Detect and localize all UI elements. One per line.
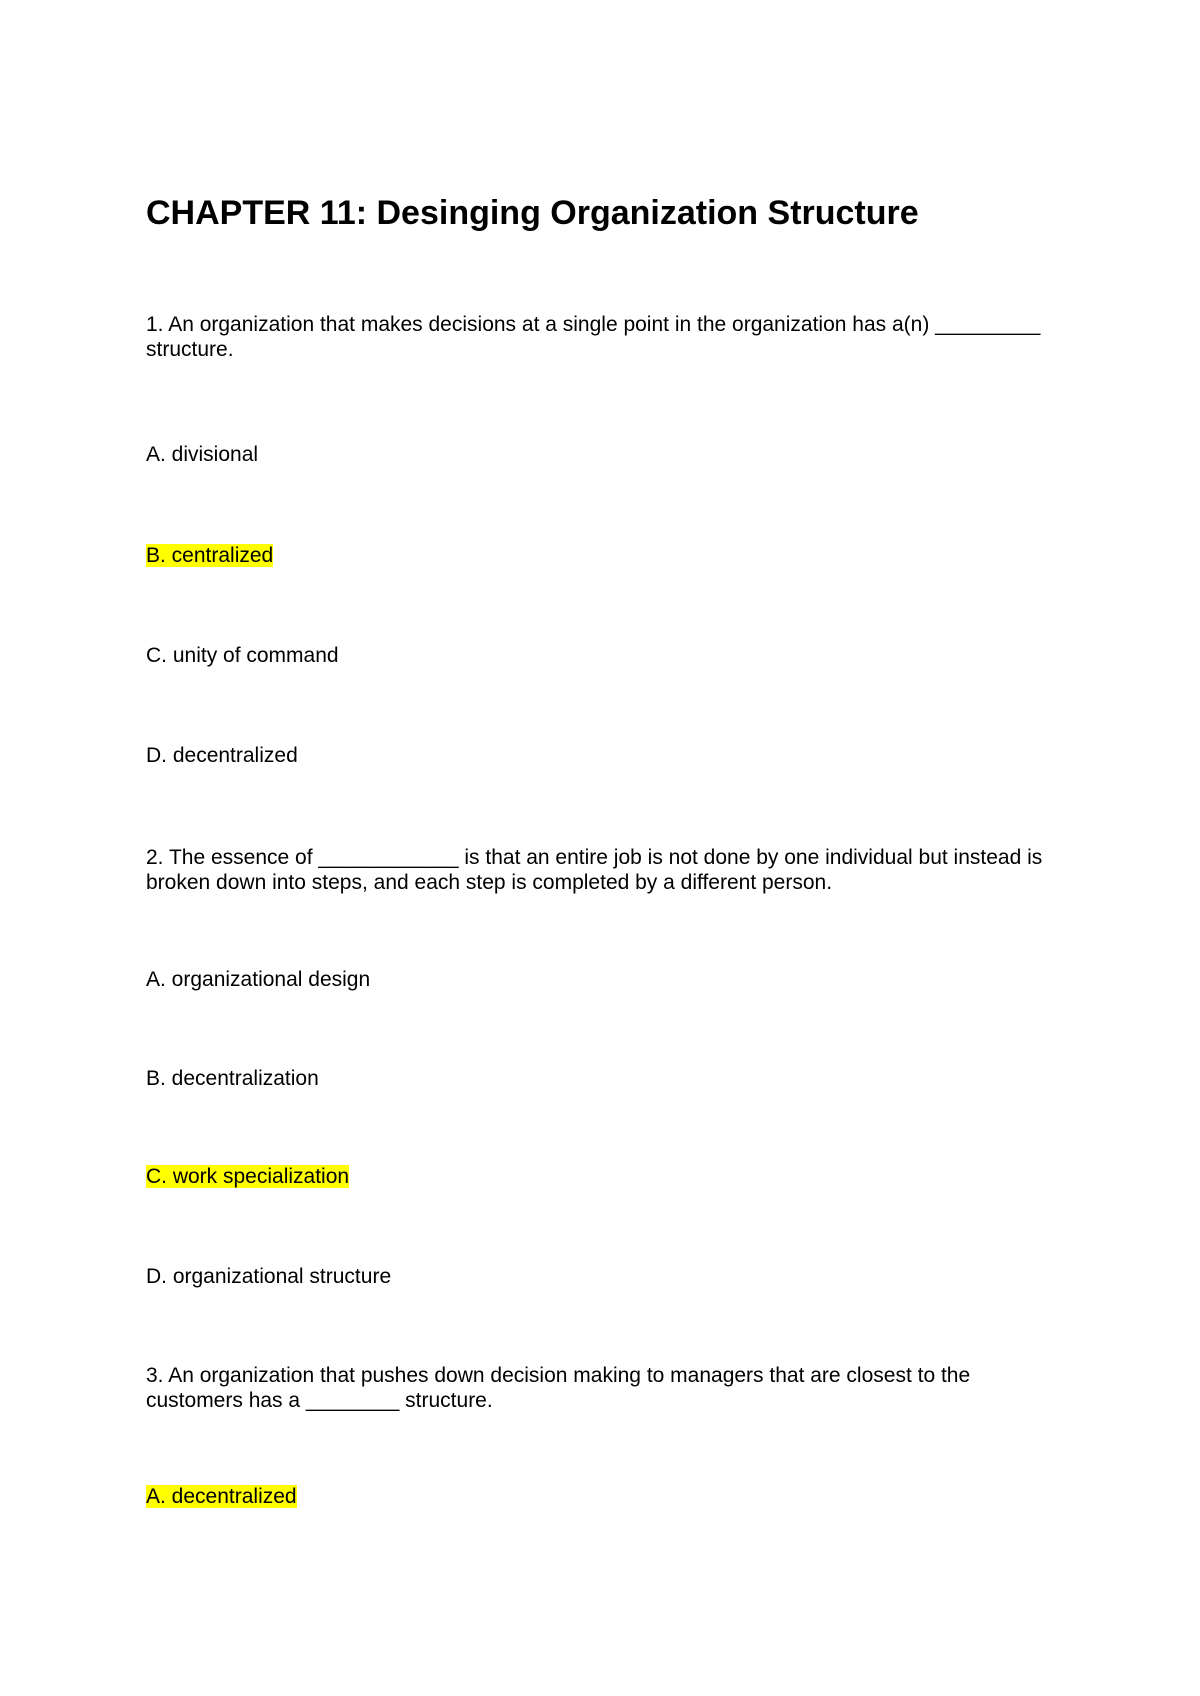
- option-text: A. organizational design: [146, 968, 371, 991]
- question-3-text: 3. An organization that pushes down decision making to managers that are closest to the customers has a ________ structure.: [146, 1364, 971, 1412]
- option-text-highlighted: B. centralized: [146, 544, 274, 567]
- option-text: D. decentralized: [146, 744, 298, 767]
- question-2-option-a: [146, 967, 370, 992]
- question-1-text: 1. An organization that makes decisions at a single point in the organization has a(n) _________ structure.: [146, 313, 1041, 361]
- question-1-option-b-highlighted: [146, 543, 273, 568]
- chapter-title: CHAPTER 11: Desinging Organization Structure: [146, 194, 919, 232]
- option-text: C. unity of command: [146, 644, 339, 667]
- question-2-option-b: [146, 1066, 319, 1091]
- option-text-highlighted: A. decentralized: [146, 1485, 297, 1508]
- question-1-option-d: [146, 743, 298, 768]
- question-2-option-d: [146, 1264, 391, 1289]
- question-1-option-a: [146, 442, 258, 467]
- option-text: B. decentralization: [146, 1067, 319, 1090]
- question-3-option-a-highlighted: [146, 1484, 297, 1509]
- question-2-text: 2. The essence of ____________ is that an entire job is not done by one individual but instead is broken down into steps, and each step is completed by a different person.: [146, 846, 1043, 894]
- question-2-option-c-highlighted: [146, 1164, 349, 1189]
- option-text-highlighted: C. work specialization: [146, 1165, 350, 1188]
- question-1-option-c: [146, 643, 339, 668]
- option-text: D. organizational structure: [146, 1265, 392, 1288]
- option-text: A. divisional: [146, 443, 259, 466]
